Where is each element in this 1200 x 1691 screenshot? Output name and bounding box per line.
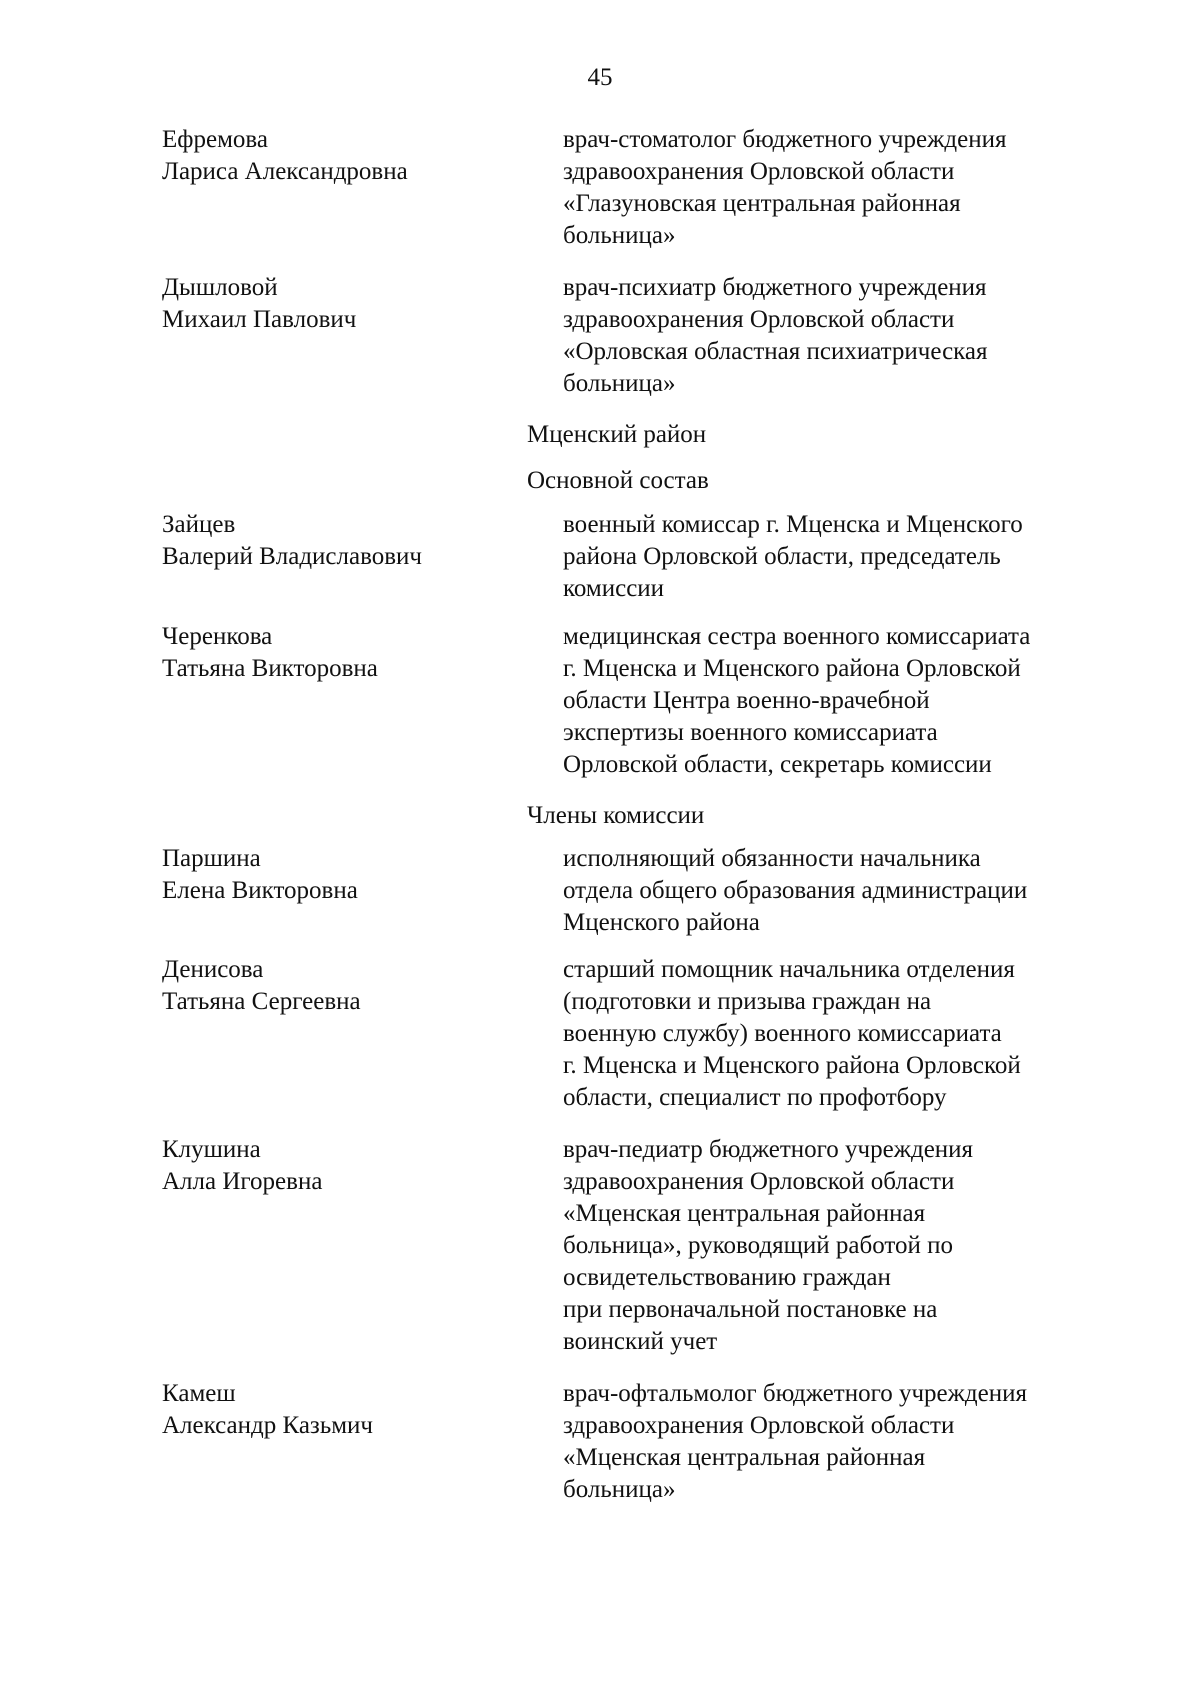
member-given-names: Татьяна Сергеевна	[162, 988, 361, 1015]
member-name	[162, 1134, 522, 1198]
position-line: врач-психиатр бюджетного учреждения	[563, 274, 987, 301]
position-line: отдела общего образования администрации	[563, 877, 1028, 904]
member-surname: Черенкова	[162, 623, 273, 650]
position-line: г. Мценска и Мценского района Орловской	[563, 655, 1021, 682]
member-name	[162, 621, 522, 685]
position-line: «Мценская центральная районная	[563, 1200, 926, 1227]
member-given-names: Валерий Владиславович	[162, 543, 422, 570]
section-heading-main-composition: Основной состав	[527, 467, 709, 494]
member-name	[162, 272, 522, 336]
member-position	[563, 621, 1123, 781]
member-position	[563, 843, 1123, 939]
position-line: воинский учет	[563, 1328, 718, 1355]
section-heading-district: Мценский район	[527, 421, 707, 448]
member-position	[563, 272, 1123, 400]
member-name	[162, 1378, 522, 1442]
position-line: области, специалист по профотбору	[563, 1084, 947, 1111]
position-line: больница»	[563, 370, 676, 397]
position-line: военную службу) военного комиссариата	[563, 1020, 1002, 1047]
position-line: района Орловской области, председатель	[563, 543, 1001, 570]
member-given-names: Елена Викторовна	[162, 877, 358, 904]
position-line: исполняющий обязанности начальника	[563, 845, 981, 872]
position-line: «Орловская областная психиатрическая	[563, 338, 988, 365]
member-surname: Зайцев	[162, 511, 236, 538]
member-position	[563, 124, 1123, 252]
position-line: г. Мценска и Мценского района Орловской	[563, 1052, 1021, 1079]
member-name	[162, 954, 522, 1018]
position-line: области Центра военно-врачебной	[563, 687, 930, 714]
member-given-names: Татьяна Викторовна	[162, 655, 378, 682]
member-given-names: Алла Игоревна	[162, 1168, 323, 1195]
position-line: (подготовки и призыва граждан на	[563, 988, 932, 1015]
position-line: здравоохранения Орловской области	[563, 1168, 955, 1195]
position-line: экспертизы военного комиссариата	[563, 719, 938, 746]
position-line: медицинская сестра военного комиссариата	[563, 623, 1031, 650]
member-given-names: Лариса Александровна	[162, 158, 408, 185]
position-line: здравоохранения Орловской области	[563, 1412, 955, 1439]
member-position	[563, 1378, 1123, 1506]
member-surname: Камеш	[162, 1380, 236, 1407]
page-number: 45	[587, 64, 613, 91]
position-line: врач-стоматолог бюджетного учреждения	[563, 126, 1007, 153]
position-line: врач-педиатр бюджетного учреждения	[563, 1136, 974, 1163]
position-line: военный комиссар г. Мценска и Мценского	[563, 511, 1023, 538]
position-line: больница»	[563, 1476, 676, 1503]
position-line: врач-офтальмолог бюджетного учреждения	[563, 1380, 1027, 1407]
position-line: Орловской области, секретарь комиссии	[563, 751, 992, 778]
position-line: больница»	[563, 222, 676, 249]
member-position	[563, 954, 1123, 1114]
position-line: при первоначальной постановке на	[563, 1296, 938, 1323]
member-given-names: Михаил Павлович	[162, 306, 357, 333]
member-position	[563, 1134, 1123, 1358]
member-surname: Паршина	[162, 845, 261, 872]
member-name	[162, 843, 522, 907]
member-surname: Денисова	[162, 956, 264, 983]
position-line: старший помощник начальника отделения	[563, 956, 1015, 983]
position-line: здравоохранения Орловской области	[563, 306, 955, 333]
position-line: «Глазуновская центральная районная	[563, 190, 961, 217]
position-line: комиссии	[563, 575, 665, 602]
section-heading-members: Члены комиссии	[527, 802, 705, 829]
position-line: больница», руководящий работой по	[563, 1232, 954, 1259]
position-line: освидетельствованию граждан	[563, 1264, 891, 1291]
member-given-names: Александр Казьмич	[162, 1412, 373, 1439]
member-surname: Клушина	[162, 1136, 261, 1163]
position-line: Мценского района	[563, 909, 760, 936]
member-surname: Дышловой	[162, 274, 278, 301]
position-line: «Мценская центральная районная	[563, 1444, 926, 1471]
member-name	[162, 124, 522, 188]
member-name	[162, 509, 522, 573]
member-surname: Ефремова	[162, 126, 268, 153]
member-position	[563, 509, 1123, 605]
position-line: здравоохранения Орловской области	[563, 158, 955, 185]
